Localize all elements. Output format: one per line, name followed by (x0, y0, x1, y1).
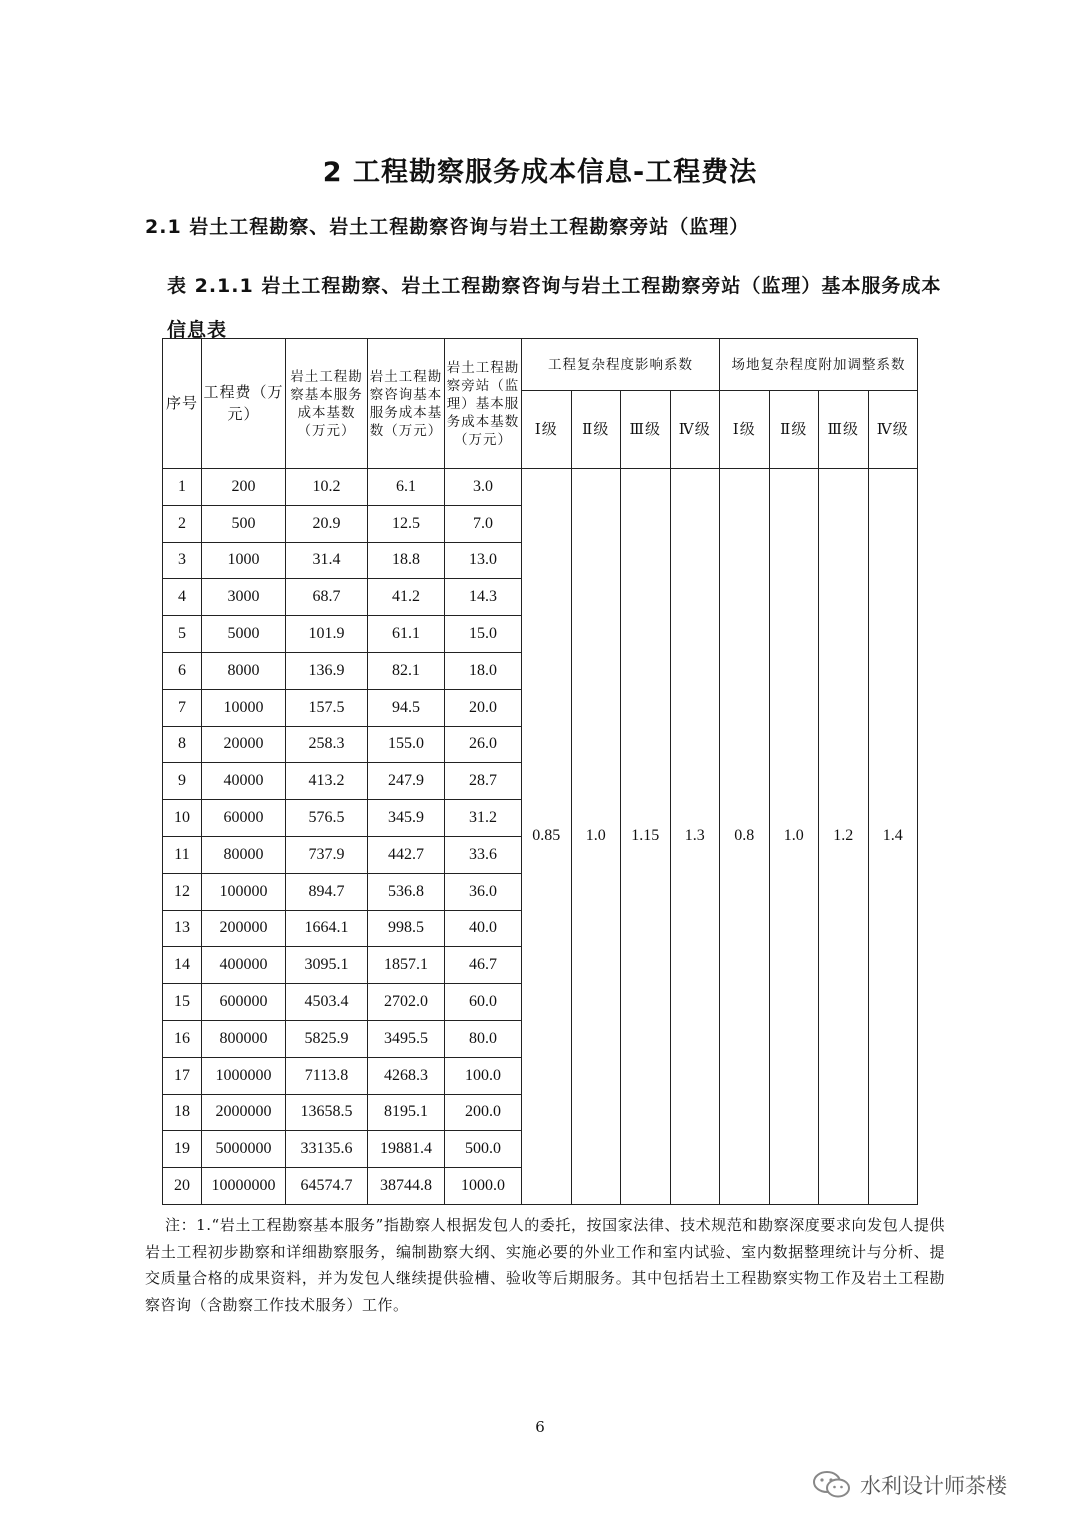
cell-supervise-cost: 100.0 (445, 1057, 522, 1094)
cell-consult-cost: 442.7 (368, 836, 445, 873)
header-fee: 工程费（万元） (202, 339, 286, 469)
cell-fee: 5000000 (202, 1131, 286, 1168)
complexity-coefficient: 0.85 (522, 469, 572, 1205)
cell-supervise-cost: 14.3 (445, 579, 522, 616)
cell-basic-cost: 10.2 (286, 469, 368, 506)
site-coefficient: 0.8 (720, 469, 770, 1205)
cell-no: 2 (163, 505, 202, 542)
cell-consult-cost: 94.5 (368, 689, 445, 726)
cell-fee: 400000 (202, 947, 286, 984)
cell-consult-cost: 345.9 (368, 800, 445, 837)
cell-consult-cost: 61.1 (368, 616, 445, 653)
cell-no: 14 (163, 947, 202, 984)
watermark-text: 水利设计师茶楼 (860, 1474, 1007, 1498)
cell-basic-cost: 7113.8 (286, 1057, 368, 1094)
site-coefficient: 1.0 (769, 469, 819, 1205)
cell-fee: 800000 (202, 1020, 286, 1057)
header-site-group: 场地复杂程度附加调整系数 (720, 339, 918, 391)
header-level: Ⅱ级 (571, 391, 621, 469)
cell-no: 20 (163, 1168, 202, 1205)
cell-consult-cost: 18.8 (368, 542, 445, 579)
cell-basic-cost: 64574.7 (286, 1168, 368, 1205)
complexity-coefficient: 1.15 (621, 469, 671, 1205)
cell-supervise-cost: 20.0 (445, 689, 522, 726)
cell-no: 15 (163, 984, 202, 1021)
cell-consult-cost: 41.2 (368, 579, 445, 616)
cell-supervise-cost: 36.0 (445, 873, 522, 910)
cell-fee: 200000 (202, 910, 286, 947)
header-level: Ⅰ级 (522, 391, 572, 469)
cell-consult-cost: 1857.1 (368, 947, 445, 984)
cell-basic-cost: 101.9 (286, 616, 368, 653)
header-level: Ⅲ级 (621, 391, 671, 469)
header-consult-cost: 岩土工程勘察咨询基本服务成本基数（万元） (368, 339, 445, 469)
cell-no: 19 (163, 1131, 202, 1168)
cell-fee: 10000 (202, 689, 286, 726)
cell-basic-cost: 576.5 (286, 800, 368, 837)
cell-no: 3 (163, 542, 202, 579)
cell-basic-cost: 136.9 (286, 652, 368, 689)
cell-consult-cost: 82.1 (368, 652, 445, 689)
cell-supervise-cost: 3.0 (445, 469, 522, 506)
cell-basic-cost: 20.9 (286, 505, 368, 542)
site-coefficient: 1.2 (819, 469, 869, 1205)
cell-consult-cost: 2702.0 (368, 984, 445, 1021)
header-basic-cost: 岩土工程勘察基本服务成本基数（万元） (286, 339, 368, 469)
wechat-icon (812, 1470, 852, 1500)
cell-basic-cost: 413.2 (286, 763, 368, 800)
cell-consult-cost: 38744.8 (368, 1168, 445, 1205)
cell-basic-cost: 258.3 (286, 726, 368, 763)
cell-fee: 10000000 (202, 1168, 286, 1205)
cell-no: 18 (163, 1094, 202, 1131)
cell-supervise-cost: 7.0 (445, 505, 522, 542)
header-level: Ⅳ级 (670, 391, 720, 469)
cell-fee: 3000 (202, 579, 286, 616)
cell-supervise-cost: 15.0 (445, 616, 522, 653)
cell-basic-cost: 68.7 (286, 579, 368, 616)
cell-supervise-cost: 60.0 (445, 984, 522, 1021)
cell-no: 10 (163, 800, 202, 837)
header-complexity-group: 工程复杂程度影响系数 (522, 339, 720, 391)
cell-consult-cost: 8195.1 (368, 1094, 445, 1131)
cell-supervise-cost: 26.0 (445, 726, 522, 763)
cell-consult-cost: 12.5 (368, 505, 445, 542)
cell-fee: 1000000 (202, 1057, 286, 1094)
cell-consult-cost: 4268.3 (368, 1057, 445, 1094)
cell-fee: 200 (202, 469, 286, 506)
cell-basic-cost: 5825.9 (286, 1020, 368, 1057)
site-coefficient: 1.4 (868, 469, 918, 1205)
header-level: Ⅲ级 (819, 391, 869, 469)
cell-basic-cost: 737.9 (286, 836, 368, 873)
cell-supervise-cost: 46.7 (445, 947, 522, 984)
cell-supervise-cost: 28.7 (445, 763, 522, 800)
table-body (163, 469, 918, 1205)
cell-consult-cost: 998.5 (368, 910, 445, 947)
cell-no: 4 (163, 579, 202, 616)
cost-table (162, 338, 918, 1205)
cell-no: 16 (163, 1020, 202, 1057)
cell-basic-cost: 157.5 (286, 689, 368, 726)
table-note: 注：1.“岩土工程勘察基本服务”指勘察人根据发包人的委托，按国家法律、技术规范和勘察深度要求向发包人提供岩土工程初步勘察和详细勘察服务，编制勘察大纲、实施必要的外业工作和室内试验、室内数据整理统计与分析、提交质量合格的成果资料，并为发包人继续提供验槽、验收等后期服务。其中包括岩土工程勘察实物工作及岩土工程勘察咨询（含勘察工作技术服务）工作。 (145, 1216, 945, 1314)
cell-consult-cost: 247.9 (368, 763, 445, 800)
header-no: 序号 (163, 339, 202, 469)
cell-fee: 8000 (202, 652, 286, 689)
cell-consult-cost: 536.8 (368, 873, 445, 910)
cell-no: 1 (163, 469, 202, 506)
cell-supervise-cost: 80.0 (445, 1020, 522, 1057)
cell-fee: 2000000 (202, 1094, 286, 1131)
cell-basic-cost: 33135.6 (286, 1131, 368, 1168)
cell-no: 11 (163, 836, 202, 873)
header-level: Ⅰ级 (720, 391, 770, 469)
page-number: 6 (535, 1418, 545, 1436)
cell-supervise-cost: 1000.0 (445, 1168, 522, 1205)
cell-basic-cost: 4503.4 (286, 984, 368, 1021)
cell-basic-cost: 1664.1 (286, 910, 368, 947)
cell-supervise-cost: 33.6 (445, 836, 522, 873)
cell-no: 13 (163, 910, 202, 947)
cell-consult-cost: 19881.4 (368, 1131, 445, 1168)
cell-supervise-cost: 18.0 (445, 652, 522, 689)
cell-supervise-cost: 13.0 (445, 542, 522, 579)
cell-supervise-cost: 500.0 (445, 1131, 522, 1168)
cell-no: 12 (163, 873, 202, 910)
cell-fee: 60000 (202, 800, 286, 837)
cell-fee: 40000 (202, 763, 286, 800)
cell-basic-cost: 3095.1 (286, 947, 368, 984)
cell-fee: 80000 (202, 836, 286, 873)
header-level: Ⅱ级 (769, 391, 819, 469)
cell-fee: 5000 (202, 616, 286, 653)
cell-consult-cost: 155.0 (368, 726, 445, 763)
cell-consult-cost: 6.1 (368, 469, 445, 506)
cell-fee: 20000 (202, 726, 286, 763)
section-heading: 2.1 岩土工程勘察、岩土工程勘察咨询与岩土工程勘察旁站（监理） (145, 216, 750, 238)
cell-fee: 500 (202, 505, 286, 542)
cell-no: 9 (163, 763, 202, 800)
table-caption: 表 2.1.1 岩土工程勘察、岩土工程勘察咨询与岩土工程勘察旁站（监理）基本服务成本信息表 (167, 275, 942, 341)
cell-basic-cost: 31.4 (286, 542, 368, 579)
cell-fee: 600000 (202, 984, 286, 1021)
cell-no: 17 (163, 1057, 202, 1094)
cell-no: 6 (163, 652, 202, 689)
table-row (163, 469, 918, 506)
cell-no: 5 (163, 616, 202, 653)
cell-fee: 1000 (202, 542, 286, 579)
cell-no: 8 (163, 726, 202, 763)
cell-supervise-cost: 200.0 (445, 1094, 522, 1131)
page-title: 2 工程勘察服务成本信息-工程费法 (322, 157, 758, 188)
cell-supervise-cost: 40.0 (445, 910, 522, 947)
header-level: Ⅳ级 (868, 391, 918, 469)
cell-supervise-cost: 31.2 (445, 800, 522, 837)
header-supervise-cost: 岩土工程勘察旁站（监理）基本服务成本基数（万元） (445, 339, 522, 469)
cell-basic-cost: 13658.5 (286, 1094, 368, 1131)
complexity-coefficient: 1.0 (571, 469, 621, 1205)
cell-basic-cost: 894.7 (286, 873, 368, 910)
cell-no: 7 (163, 689, 202, 726)
cell-consult-cost: 3495.5 (368, 1020, 445, 1057)
watermark (812, 1470, 1007, 1500)
cell-fee: 100000 (202, 873, 286, 910)
complexity-coefficient: 1.3 (670, 469, 720, 1205)
